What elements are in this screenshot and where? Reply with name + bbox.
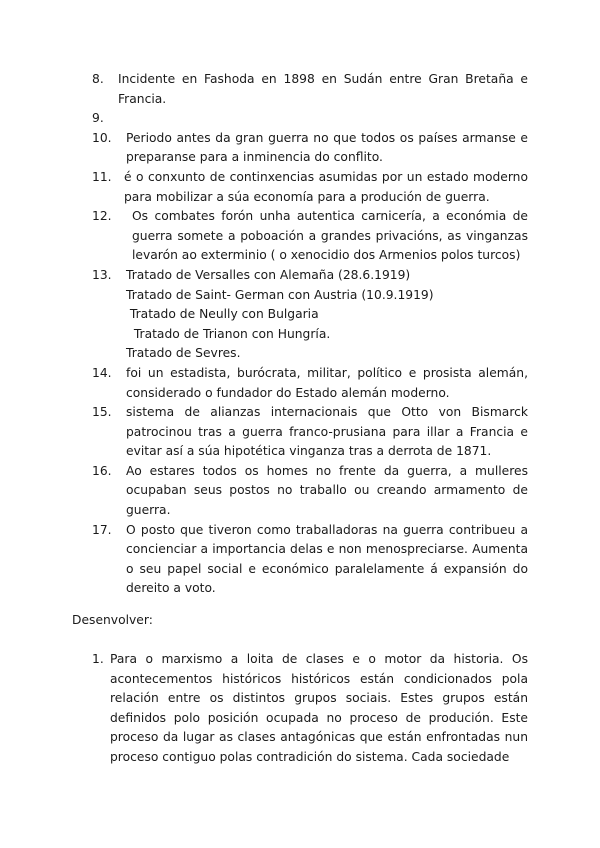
item-text: foi un estadista, burócrata, militar, político e prosista alemán, considerado o fundador do Estado alemán moderno.: [126, 365, 528, 400]
list-item: [92, 109, 528, 129]
item-text: Para o marxismo a loita de clases e o motor da historia. Os acontecementos históricos históricos están condicionados pola relación entre os distintos grupos sociais. Estes grupos están definidos polo posición ocupada no proceso de produción. Este proceso da lugar as clases antagónicas que están enfrontadas nun proceso contiguo polas contradición do sistema. Cada sociedade: [110, 652, 528, 764]
treaty-line: Tratado de Saint- German con Austria (10.9.1919): [126, 287, 434, 302]
list-item: [92, 521, 528, 599]
treaty-line: Tratado de Neully con Bulgaria: [126, 307, 319, 322]
section-heading: Desenvolver:: [72, 613, 153, 627]
list-item: [92, 650, 528, 768]
item-text: Incidente en Fashoda en 1898 en Sudán entre Gran Bretaña e Francia.: [118, 72, 528, 106]
item-text: O posto que tiveron como traballadoras na guerra contribueu a concienciar a importancia delas e non menospreciarse. Aumenta o seu papel social e económico paralelamente á expansión do dereito a voto.: [126, 522, 528, 596]
list-item: [92, 129, 528, 168]
list-item: [92, 70, 528, 109]
answer-list: [92, 70, 528, 599]
item-text: [118, 109, 528, 129]
list-item: [92, 266, 528, 286]
item-text: Periodo antes da gran guerra no que todos os países armanse e preparanse para a inminencia do conflito.: [126, 130, 528, 165]
treaty-line: Tratado de Sevres.: [126, 346, 241, 361]
list-item: [92, 462, 528, 521]
list-item: [92, 403, 528, 462]
item-number: 14.: [92, 365, 112, 380]
item-number: 16.: [92, 463, 112, 478]
item-text: Ao estares todos os homes no frente da guerra, a mulleres ocupaban seus postos no traballo ou creando armamento de guerra.: [126, 463, 528, 518]
item-number: 12.: [92, 209, 112, 224]
list-item: [92, 168, 528, 207]
item-number: 10.: [92, 130, 112, 145]
item-text: é o conxunto de continxencias asumidas por un estado moderno para mobilizar a súa economía para a produción de guerra.: [124, 169, 528, 204]
item-number: 15.: [92, 405, 112, 420]
item-text: sistema de alianzas internacionais que Otto von Bismarck patrocinou tras a guerra franco-prusiana para illar a Francia e evitar así a súa hipotética vinganza tras a derrota de 1871.: [126, 405, 528, 459]
treaty-line: Tratado de Trianon con Hungría.: [126, 326, 331, 341]
item-number: 1.: [92, 652, 104, 666]
item-number: 11.: [92, 169, 112, 184]
item-text: Tratado de Versalles con Alemaña (28.6.1919): [126, 267, 411, 282]
item-number: 17.: [92, 522, 112, 537]
item-number: 9.: [92, 111, 104, 126]
list-item: [92, 364, 528, 403]
develop-list: [92, 650, 528, 768]
item-number: 13.: [92, 267, 112, 282]
list-item: [92, 207, 528, 266]
item-text: Os combates forón unha autentica carnicería, a económia de guerra somete a poboación a grandes privacións, as vinganzas levarón ao exterminio ( o xenocidio dos Armenios polos turcos): [132, 209, 528, 263]
item-number: 8.: [92, 72, 104, 86]
